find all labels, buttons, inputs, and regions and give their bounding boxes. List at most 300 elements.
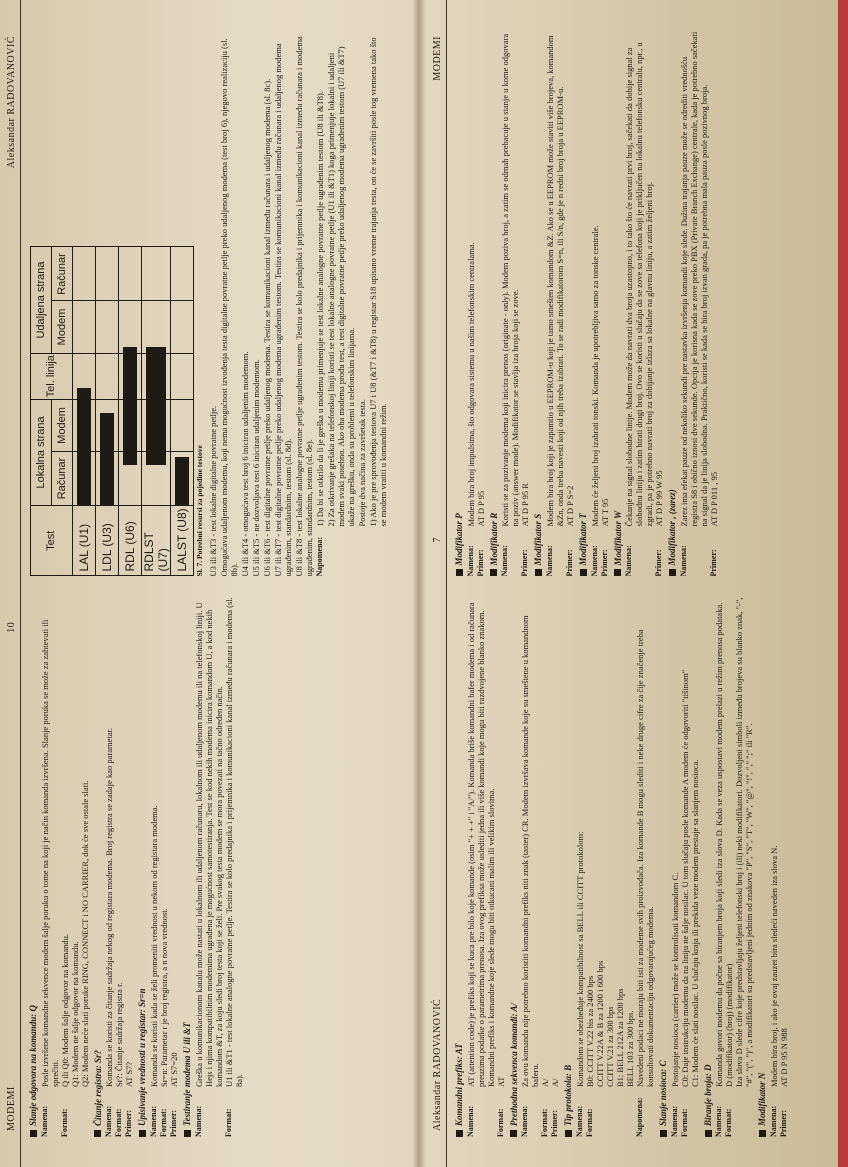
section-title-text: Modifikator P [454,513,464,566]
command-section [93,591,135,1138]
row-label: Primer: [564,549,574,577]
left-column-1 [26,591,402,1138]
row-value [624,30,654,527]
bullet-square-icon [94,1130,101,1137]
row-line: Modem će željeni broj izabrati tonski. Komanda je upotrebljiva samo za tonske centrale. [589,225,600,527]
row-value [724,591,754,1088]
resource-cell [73,452,96,506]
section-title [28,591,39,1138]
row-label: Namena: [669,1105,679,1137]
section-title [667,30,678,577]
resource-cell [96,301,119,353]
row-label: Namena: [465,1105,475,1137]
row-label: Namena: [104,1105,114,1137]
right-page-number: 7 [432,536,444,543]
page-binding [412,0,426,1167]
row-value [585,591,635,1088]
resource-bar [146,400,166,451]
section-title [489,30,500,577]
row-value [40,591,60,1088]
resource-cell [73,399,96,451]
row-line: B0: CCITT V.22 bis za 2400 bps [584,975,595,1087]
row-line: Modem bira broj koji je zapamtio u EEPROM-u koji je tamo smešten komandom &Z. Ako se u EEPROM može staviti više brojeva, komandom &Zn, onda treba navesti koji od njih treba izabrati. To se radi modifikatorom S=n, ili S/n, gde je n redni broj broja u EEPROM-u. [544,35,565,527]
resource-cell [119,247,142,301]
section-title-text: Modifikator N [757,1072,768,1126]
section-row [624,30,654,577]
row-value [60,591,90,1088]
row-line: Komanda govori modemu da počne sa biranjem broja koji sledi iza slova D. Kada se veza uspostavi modem prelazi u režim prenosa podataka. [714,602,725,1087]
resource-bar [175,457,189,505]
resource-bar [146,452,166,465]
section-row [575,591,585,1138]
row-value [500,30,520,527]
table-header-modem: Modem [52,399,73,451]
table-caption: Sl. 7. Potrebni resursi za pojedine testove [195,445,205,577]
row-value [714,591,724,1088]
row-label: Namena: [574,1105,584,1137]
notes-block [315,30,389,577]
row-line: Komanda se koristi za čitanje sadržaja nekog od registara modema. Broj registra se zadaje kao parametar. [104,728,115,1087]
section-row [40,591,60,1138]
section-row [590,30,600,577]
row-line: Navedeni podaci ne moraju biti isti za modeme svih proizvođača. Iza komande B mogu slediti i neke druge cifre za čije značenje treba konsultovati dokumentaciju odgovarajućeg modema. [635,629,656,1087]
resource-cell [171,353,194,399]
row-line: Komandom se obezbeđuje kompatibilnost sa BELL ili CCITT protokolom: [574,831,585,1087]
section-title-text: Slanje nosioca: C [658,1060,669,1126]
section-row [709,30,719,577]
row-value [149,591,159,1088]
row-line: BELL 103 za 300 bps. [625,1010,636,1087]
row-line: Zarez ima efekat pauze od nekoliko sekundi pre nastavka izvršenja komandi koje slede. Dužina trajanja pauze može se odrediti vrednošću registra S8 i obično iznosi dve sekunde. Opcija je korisna kada se zove preko PBX (Private Branch Exchange) centrale, kada je potrebno sačekati na signal da je linija slobodna. Praktično, koristi se kada se bira broj izvan grada, pa je potrebna mala pauza posle pozivnog broja. [678,31,709,527]
bullet-square-icon [614,570,621,577]
row-label: Namena: [589,545,599,577]
section-row [654,30,664,577]
table-row [96,247,119,576]
resource-bar [123,347,137,352]
table-row [73,247,96,576]
row-line: A/ [550,1078,561,1087]
table-header-remote-computer: Računar [52,247,73,301]
row-line: Sr?: Čitanje sadržaja registra r. [114,982,125,1087]
test-paragraph: U8 ili &T8 - test lokalne analogne povratne petlje ugrađenim testom. Testira se kolo predajnika i prijemnika i komunikacioni kanal između računara i modema ugrađenim, standardnim, testom (sl. 8e). [294,36,315,577]
bullet-square-icon [669,570,676,577]
row-value [545,30,565,527]
bullet-square-icon [139,1130,146,1137]
section-row [466,591,496,1138]
row-label: Namena: [39,1105,49,1137]
notes-label: Napomena: [315,536,325,577]
resource-bar [100,452,114,505]
section-row [545,30,565,577]
row-line: Q1: Modem ne šalje odgovor na komandu. [69,941,80,1087]
command-section [489,30,531,577]
table-row [142,247,171,576]
row-line: Za ovu komandu nije potrebno koristiti komandni prefiks niti znak (taster) CR. Modem izvršava komande koje su smeštene u komandnom baferu. [520,615,541,1087]
row-label: Primer: [168,1109,178,1137]
resource-cell [96,247,119,301]
row-label: Namena: [769,1105,779,1137]
section-row [635,591,655,1138]
section-title [509,591,520,1138]
bullet-square-icon [580,570,587,577]
row-line: Posle izvršene komandne sekvence modem šalje poruku o tome na koji je način komanda izvršena. Slanje poruka se može za zahtevati ili sprečiti. [39,619,60,1087]
row-label: Format: [495,1108,505,1137]
section-title-text: Slanje odgovora na komandu: Q [28,1004,38,1126]
test-name: LAL (U1) [73,505,96,576]
section-title-text: Komandni prefiks: AT [454,1043,464,1126]
section-title [533,30,544,577]
row-line: AT [495,1076,506,1087]
test-paragraph: Omogućava udaljenom modemu, koji nema mogućnost izvođenja testa digitalne povratne petlje preko udaljenog modema (test broj 6), njegovo realizaciju (sl. 8b). [219,38,240,577]
right-column-1 [452,591,830,1138]
note-paragraph: 1) Ako je pre sprovođenja testova U7 i U8 (&T7 i &T8) u registar S18 upisano vreme trajanja testa, on će se završiti posle tog vremena tako što se modem vratiti u komandni režim. [368,37,389,527]
section-title [454,591,465,1138]
resource-bar [123,400,137,451]
bullet-square-icon [565,1130,572,1137]
section-title-text: Prethodna sekvenca komandi: A/ [508,1003,519,1126]
table-header-test: Test [31,505,73,576]
row-line: Q ili Q0: Modem šalje odgovor na komandu. [59,934,70,1087]
row-line: Q2: Modem neće slati poruke RING, CONNECT i NO CARRIER, dok će sve ostale slati. [79,780,90,1087]
section-row [520,30,530,577]
resource-cell [96,452,119,506]
row-line: U1 ili &T1 - test lokalne analogne povratne petlje. Testira se kolo predajnika i prijemnika i komunikacioni kanal između računara i modema (sl. 8a). [223,597,244,1087]
row-label: Namena: [500,545,510,577]
row-value [540,591,550,1088]
row-label: Napomena: [635,1097,645,1137]
bullet-square-icon [660,1130,667,1137]
section-row [680,591,700,1138]
command-section [533,30,575,577]
resource-cell [73,301,96,353]
section-title-text: Testiranje modema U ili &T [182,1022,192,1126]
row-line: Iza slova D slede cifre koje predstavljaju željeni telefonski broj i (ili) neki modifikatori. Dozvoljeni simboli između brojeva su blanko znak, "-", "#", "(", ")", a modifikatori su predstavljeni jednim od znakova "P", "S", "T", "W", "@", "!", "," ";" ili "R". [734,597,755,1087]
row-value [654,30,664,527]
table-row [171,247,194,576]
tests-description [208,30,314,577]
row-label: Primer: [520,549,530,577]
command-section [563,591,655,1138]
row-line: C0: Daje instrukciju modemu da na liniju ne šalje nosilac. U tom slučaju posle komande A modem će odgovoriti "tišinom" [679,669,690,1087]
left-header-section: MODEMI [6,1086,18,1131]
section-title-text: Modifikator R [488,512,499,566]
command-section [509,591,561,1138]
command-section [454,30,486,577]
row-label: Format: [223,1108,233,1137]
resource-cell [142,452,171,506]
section-row [194,591,224,1138]
row-value [520,591,540,1088]
section-row [224,591,244,1138]
section-row [466,30,476,577]
command-section [658,591,700,1138]
resource-cell [142,301,171,353]
section-row [714,591,724,1138]
test-name: LALST (U8) [171,505,194,576]
resource-cell [96,399,119,451]
test-paragraph: U5 ili &T5 - ne dozvoljava test 6 iniciran udaljenim modemom. [251,359,262,577]
section-row [476,30,486,577]
row-value [224,591,244,1088]
row-line: CCITT V.21 za 300 bps [605,1006,615,1087]
left-page [0,0,410,1167]
section-title [93,591,104,1138]
resource-cell [73,247,96,301]
section-title-text: Upisivanje vrednosti u registar: Sr=n [137,988,148,1126]
row-label: Namena: [544,545,554,577]
left-column-2 [26,30,402,577]
row-value [635,591,655,1088]
section-row [724,591,754,1138]
right-header-section: MODEMI [432,36,444,81]
row-value [680,591,700,1088]
row-line: D (modifikator) (broj) (modifikator) [724,963,735,1087]
right-header-author: Aleksandar RADOVANOVIĆ [432,998,444,1131]
bullet-square-icon [30,1130,37,1137]
section-row [779,591,789,1138]
table-header-remote: Udaljena strana [31,247,52,353]
resource-bar [100,413,114,451]
left-page-header [4,0,21,1167]
row-value [496,591,506,1088]
row-line: AT D P 011 , 95 [708,472,719,527]
section-row [540,591,550,1138]
resource-cell [171,247,194,301]
section-title-text: Modifikator S [533,513,544,566]
section-title [613,30,624,577]
bullet-square-icon [456,570,463,577]
note-paragraph: 1) Da bi se otkrilo da li je greška u modemu primenjuje se test lokalne analogne povratne petlje ugrađenim testom (U8 ili &T8). [315,90,326,527]
section-title [757,591,768,1138]
row-line: Postojanje nosioca (carrier) može se kontrolisati komandom C. [669,872,680,1087]
row-line: Sr=n: Parametar r je broj registra, a n nova vrednost. [158,908,169,1087]
row-line: AT (attention code) je prefiks koji se kuca pre bilo koje komande (osim "+ + +" i "A/"). Komanda briše komandni bafer modema i od računara preuzima podatke o parametrima prenosa. Iza ovog prefiksa može uslediti jedna ili više komandi koje mogu biti razdvojene blanko znakom. Komandni prefiks i komandne koje slede mogu biti otkucani malim ili velikim slovima. [465,602,496,1087]
row-value [194,591,224,1088]
table-header-remote-modem: Modem [52,301,73,353]
test-paragraph: U4 ili &T4 - omogućava test broj 6 iniciran udaljenim modemom. [240,351,251,577]
row-value [565,30,575,527]
test-paragraph: U3 ili &T3 - test lokalne digitalne povratne petlje. [208,405,219,577]
row-line: AT D P 95 R [520,483,531,527]
command-section [703,591,755,1138]
resource-cell [119,301,142,353]
section-title-text: Modifikator T [577,513,588,566]
row-label: Format: [679,1108,689,1137]
row-value [159,591,169,1088]
row-line: AT D P 95 [475,490,486,527]
section-title-text: Tip protokola: B [563,1064,574,1126]
row-label: Primer: [779,1109,789,1137]
left-header-author: Aleksandar RADOVANOVIĆ [6,36,18,169]
row-value [466,30,476,527]
row-label: Primer: [550,1109,560,1137]
note-paragraph: 2) Za otkrivanje grešaka na telefonskoj liniji koristi se test lokalne analogne povratne petlje (U1 ili &T1) koga primenjuje lokalni i udaljeni modem svaki posebno. Ako oba modema prođu test, a test digitalne povratne petlje preko udaljenog modema ugrađenim testom (U7 ili &T7) ukaže na grešku, onda su problemi u telefonskim linijama. [326,46,357,527]
row-label: Primer: [654,549,664,577]
resource-cell [73,353,96,399]
row-value [600,30,610,527]
resource-cell [96,353,119,399]
right-page [426,0,838,1167]
section-title [563,591,574,1138]
section-title [454,30,465,577]
section-row [585,591,635,1138]
resource-cell [119,399,142,451]
row-label: Namena: [520,1105,530,1137]
command-section [578,30,610,577]
row-line: AT D P S=2 [564,485,575,527]
row-label: Namena: [678,545,688,577]
table-header-line: Tel. linija [31,353,73,399]
row-label: Format: [724,1108,734,1137]
row-value [124,591,134,1088]
section-row [159,591,169,1138]
row-label: Format: [59,1108,69,1137]
row-label: Namena: [148,1105,158,1137]
section-row [679,30,709,577]
section-title-text: Modifikator W [612,510,623,566]
section-row [114,591,124,1138]
row-value [670,591,680,1088]
row-value [169,591,179,1088]
command-section [667,30,719,577]
row-line: CCITT V.22A & B za 1200 i 600 bps [594,960,605,1087]
test-paragraph: U7 ili &T7 - test digitalne povratne petlje preko udaljenog modema ugrađenim testom. Testira se komunikacioni kanal između računara i udaljenog modema ugrađenim, standardnim, testom (sl. 8d). [273,43,294,577]
row-label: Namena: [624,545,634,577]
row-label: Primer: [599,549,609,577]
command-section [137,591,179,1138]
section-row [565,30,575,577]
row-value [466,591,496,1088]
row-line: Komanda se koristi kada se želi promeniti vrednost u nekom od registara modema. [148,805,159,1087]
row-value [575,591,585,1088]
row-value [114,591,124,1088]
section-row [149,591,159,1138]
test-name: RDL (U6) [119,505,142,576]
command-section [613,30,665,577]
right-page-header [430,0,447,1167]
row-label: Format: [584,1108,594,1137]
section-row [769,591,779,1138]
table-row [119,247,142,576]
bullet-square-icon [535,570,542,577]
right-column-2 [452,30,830,577]
row-line: A/ [540,1078,551,1087]
row-line: AT S7? [124,1061,135,1087]
section-title [658,591,669,1138]
command-section [454,591,506,1138]
row-line: Greška u komunikacionom kanalu može nastati u lokalnom ili udaljenom računaru, lokalnom ili udaljenom modemu ili na telefonskoj liniji. U Hejs i njima kompatibilnim modemima ugrađena je mogućnost samotestiranja. Test se kod nekih modema inicira komandom U, a kod nekih komandom &T, za koju sledi broj testa koji se želi. Pre svakog testa modem se mora povezati na tačno određen način. [193,602,224,1087]
row-label: Format: [158,1108,168,1137]
row-line: AT D P 95 N 988 [779,1028,790,1087]
notes-list [315,30,389,527]
resource-bar [77,388,91,399]
section-row [104,591,114,1138]
row-value [590,30,600,527]
section-title-text: Biranje broja: D [702,1064,713,1126]
test-name: LDL (U3) [96,505,119,576]
row-label: Format: [540,1108,550,1137]
resource-cell [142,353,171,399]
row-label: Primer: [708,549,718,577]
section-row [496,591,506,1138]
row-line: C1: Modem će slati nosilac. U slučaju kraja ili prekida veze modem prestaje sa slanjem nosioca. [689,759,700,1087]
resource-bar [77,452,91,505]
section-row [520,591,540,1138]
row-label: Primer: [475,549,485,577]
section-title [703,591,714,1138]
resource-cell [142,247,171,301]
resource-bar [146,354,166,399]
note-paragraph: Postoje dva načina za završetak testa. [357,399,368,527]
row-value [476,30,486,527]
row-value [779,591,789,1088]
row-line: AT T 95 [599,498,610,527]
test-resources-table [30,247,194,577]
row-label: Namena: [714,1105,724,1137]
bullet-square-icon [510,1130,517,1137]
row-label: Primer: [124,1109,134,1137]
bullet-square-icon [490,570,497,577]
section-row [124,591,134,1138]
resource-cell [171,301,194,353]
table-header-computer: Računar [52,452,73,506]
row-value [104,591,114,1088]
resource-cell [142,399,171,451]
section-row [169,591,179,1138]
resource-bar [123,354,137,399]
left-page-number: 10 [6,621,18,633]
section-row [500,30,520,577]
bullet-square-icon [759,1130,766,1137]
row-value [520,30,530,527]
section-title [182,591,193,1138]
command-section [28,591,90,1138]
section-title [137,591,148,1138]
table-header-local: Lokalna strana [31,399,52,505]
bullet-square-icon [456,1130,463,1137]
row-line: AT S7=20 [168,1052,179,1087]
resource-cell [171,452,194,506]
resource-bar [146,347,166,352]
row-line: Modem bira broj, i ako je ovaj zauzet bira sledeći naveden iza slova N. [769,845,780,1087]
section-title-text: Čitanje registra: Sr? [92,1049,103,1126]
row-line: B1: BELL 212A za 1200 bps [615,988,626,1087]
section-title [578,30,589,577]
resource-bar [123,452,137,465]
resource-cell [171,399,194,451]
row-value [709,30,719,527]
test-paragraph: U6 ili &T6 - test digitalne povratne petlje preko udaljenog modema. Testira se komunikacioni kanal između računara i udaljenog modema (sl. 8c). [262,78,273,577]
row-value [769,591,779,1088]
table-body [73,247,194,576]
row-line: Čekanje na signal slobodne linije. Modem može da navrati dva broja uzastopno, i to tako što će navrati prvi broj, sačekati da dobije signal za slobodnu liniju i zatim birati drugi broj. Ovo se koristi u slučaju da se zove sa telefona koji je priključen na lokalnu telefonsku centralu, npr., u zgradi, pa je potrebno navrati broj za dobijanje izlaza sa lokalne na glavnu liniju, a zatim željeni broj. [624,42,655,527]
red-edge-strip [838,0,848,1167]
section-title-text: Modifikator , (zarez) [667,489,678,566]
section-row [60,591,90,1138]
row-label: Namena: [465,545,475,577]
row-value [679,30,709,527]
left-sections [28,591,244,1138]
section-row [670,591,680,1138]
test-name: RDLST (U7) [142,505,171,576]
bullet-square-icon [705,1130,712,1137]
row-label: Format: [114,1108,124,1137]
resource-bar [77,400,91,451]
section-row [600,30,610,577]
row-line: Modem bira broj impulsima, što odgovara sistemu u našim telefonskim centralama. [465,242,476,527]
resource-cell [119,452,142,506]
command-section [757,591,789,1138]
